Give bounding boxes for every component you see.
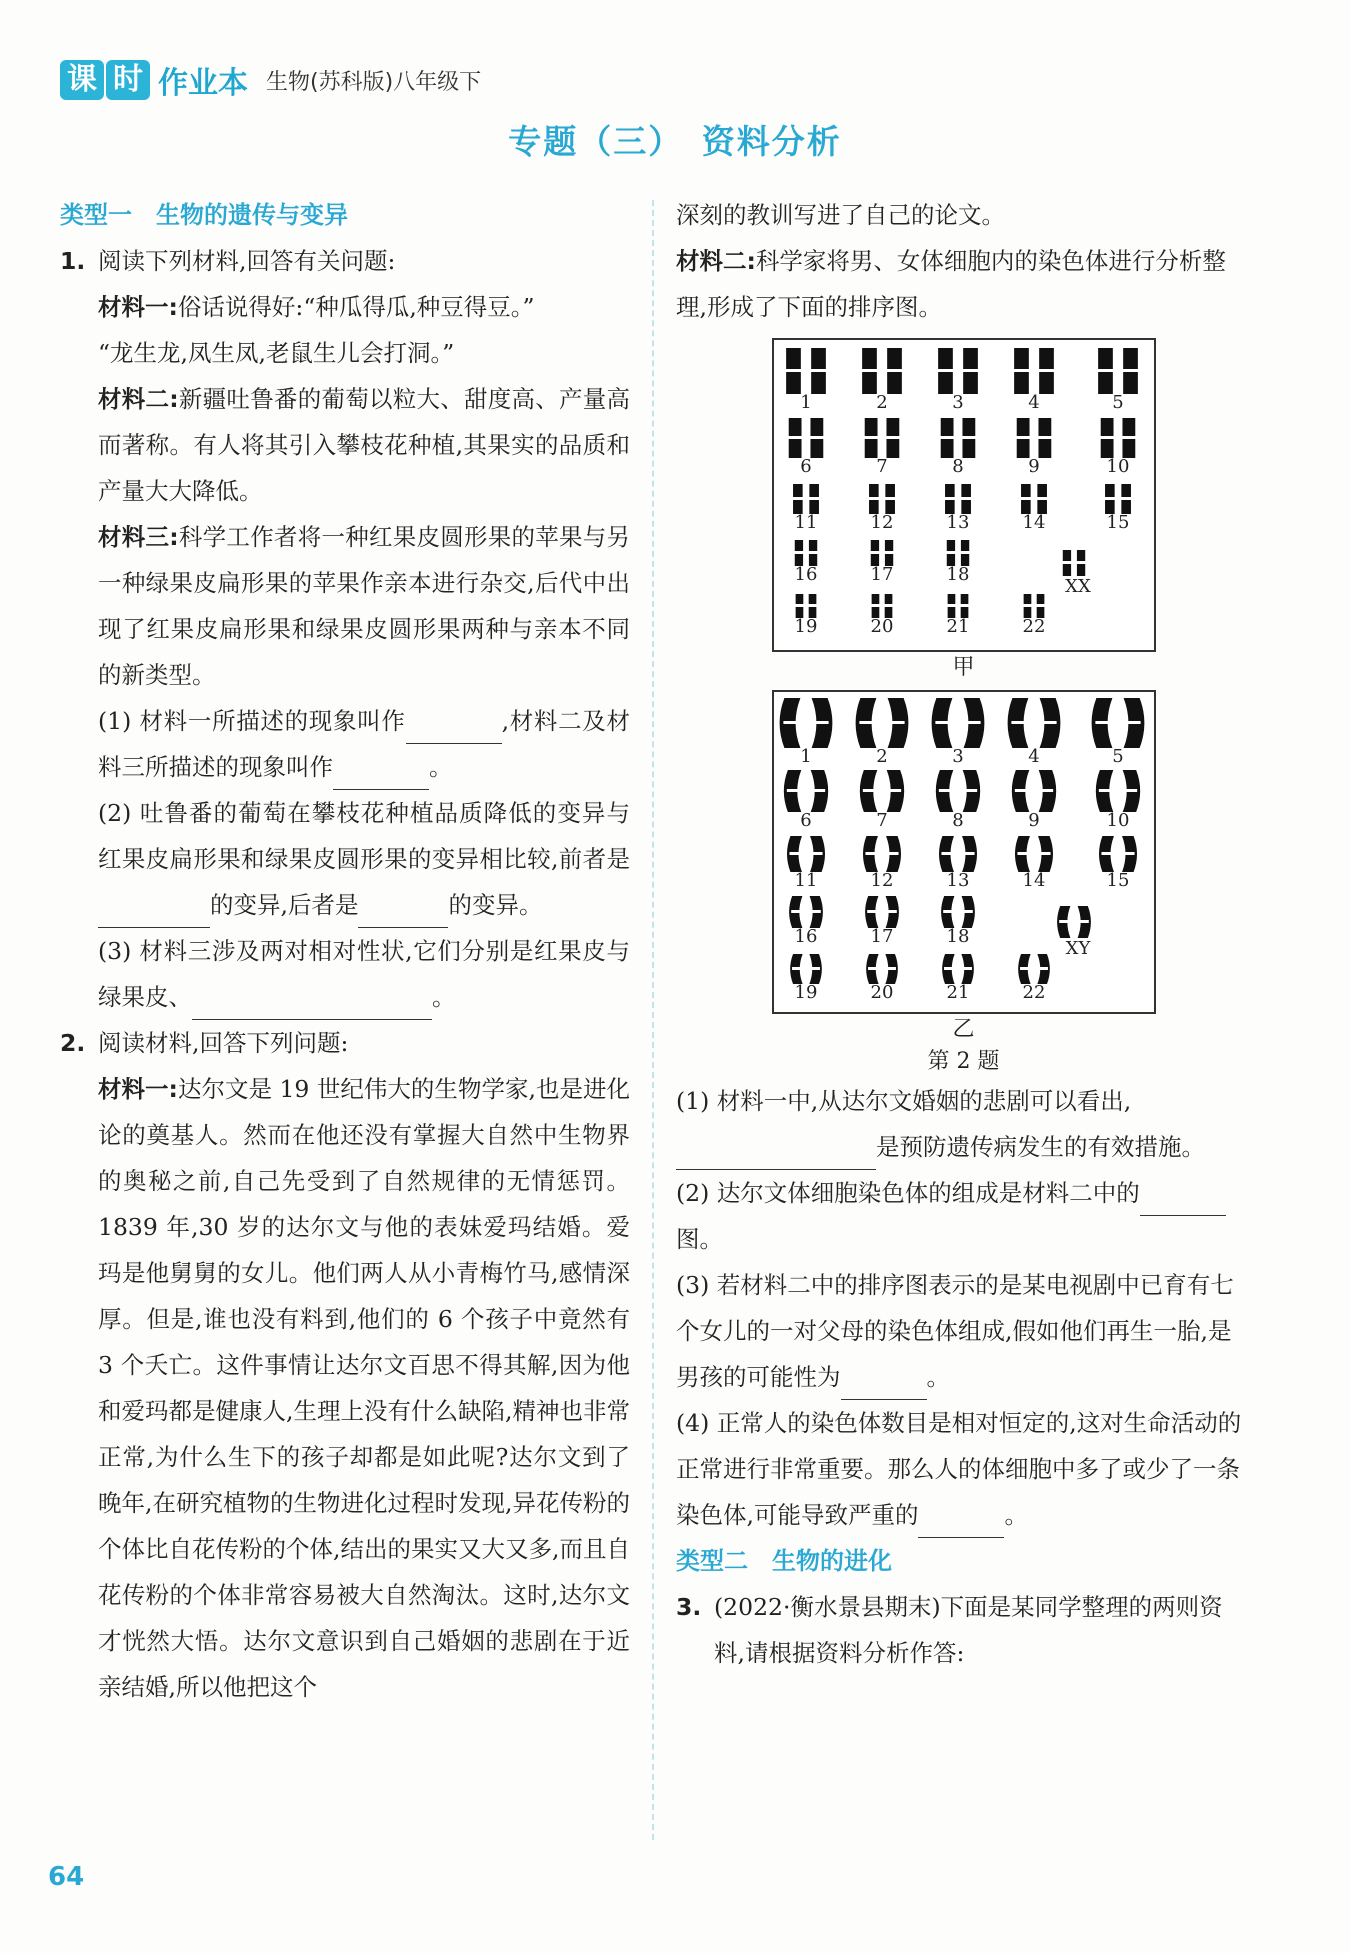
centromere-band xyxy=(870,604,880,607)
chromosome-pair xyxy=(870,594,893,618)
material-2 xyxy=(60,376,630,514)
chromosome-label: 10 xyxy=(1106,456,1129,477)
material-label: 材料一: xyxy=(98,293,178,321)
centromere-band xyxy=(809,789,824,792)
chromosome-pair xyxy=(785,348,827,394)
chromosome-label: 7 xyxy=(875,810,888,831)
centromere-band xyxy=(868,967,880,970)
material-text: 俗话说得好:“种瓜得瓜,种豆得豆。” xyxy=(177,293,535,321)
centromere-band xyxy=(808,497,820,500)
centromere-band xyxy=(1121,789,1136,792)
centromere-band xyxy=(1059,920,1071,923)
centromere-band xyxy=(1099,436,1114,439)
centromere-band xyxy=(862,789,877,792)
chromosome-pair xyxy=(1014,836,1052,872)
centromere-band xyxy=(1038,721,1056,724)
chromosome-label: 4 xyxy=(1027,746,1040,767)
centromere-band xyxy=(885,852,899,855)
material-label: 材料三: xyxy=(98,523,179,551)
answer-blank[interactable] xyxy=(98,897,210,928)
sub-question-text: (2) 吐鲁番的葡萄在攀枝花种植品质降低的变异与红果皮扁形果和绿果皮圆形果的变异相比较,前者是 xyxy=(98,799,630,873)
chromosome-pair xyxy=(1018,954,1050,984)
chromosome-label: 4 xyxy=(1027,392,1040,413)
chromosome-pair xyxy=(1011,770,1055,812)
question-text: (2022·衡水景县期末)下面是某同学整理的两则资料,请根据资料分析作答: xyxy=(714,1593,1223,1667)
chromosome-pair xyxy=(1095,770,1139,812)
centromere-band xyxy=(869,551,879,554)
sub-question-2 xyxy=(60,790,630,928)
chromosome-pair xyxy=(937,348,979,394)
centromere-band xyxy=(787,436,802,439)
centromere-band xyxy=(939,436,954,439)
chromosome-label: 19 xyxy=(794,982,817,1003)
centromere-band xyxy=(807,604,817,607)
centromere-band xyxy=(941,852,955,855)
sub-question-text: 图。 xyxy=(676,1225,723,1253)
chromosome-pair xyxy=(939,418,976,458)
centromere-band xyxy=(789,852,803,855)
sub-question-text: (1) 材料一所描述的现象叫作 xyxy=(98,707,406,735)
centromere-band xyxy=(1104,497,1116,500)
centromere-band xyxy=(1014,789,1029,792)
logo-char: 课 xyxy=(60,60,104,100)
book-logo xyxy=(60,60,152,100)
chromosome-label: 12 xyxy=(870,512,893,533)
chromosome-label: 1 xyxy=(799,392,812,413)
chromosome-pair xyxy=(1091,698,1144,748)
material-label: 材料一: xyxy=(98,1075,178,1103)
karyotype-figure xyxy=(676,338,1251,1078)
sub-question-text: 的变异。 xyxy=(448,891,543,919)
karyotype-yi-image xyxy=(774,692,1154,1012)
chromosome-label: 22 xyxy=(1022,982,1045,1003)
centromere-band xyxy=(938,789,953,792)
centromere-band xyxy=(884,497,896,500)
centromere-band xyxy=(1036,497,1048,500)
chromosome-label: 3 xyxy=(951,746,964,767)
chromosome-label: 20 xyxy=(870,982,893,1003)
material-label: 材料二: xyxy=(98,385,179,413)
centromere-band xyxy=(960,497,972,500)
material-text: 新疆吐鲁番的葡萄以粒大、甜度高、产量高而著称。有人将其引入攀枝花种植,其果实的品质和产量大大降低。 xyxy=(98,385,631,505)
centromere-band xyxy=(1015,436,1030,439)
sub-question-text: (4) 正常人的染色体数目是相对恒定的,这对生命活动的正常进行非常重要。那么人的体细胞中多了或少了一条染色体,可能导致严重的 xyxy=(676,1409,1242,1529)
chromosome-pair xyxy=(1104,484,1132,514)
chromosome-label: 14 xyxy=(1022,512,1045,533)
logo-char: 时 xyxy=(106,60,150,100)
chromosome-label: 22 xyxy=(1022,616,1045,637)
question-text: 阅读材料,回答下列问题: xyxy=(98,1029,349,1057)
chromosome-label: 19 xyxy=(794,616,817,637)
centromere-band xyxy=(786,789,801,792)
chromosome-pair xyxy=(787,418,824,458)
answer-blank[interactable] xyxy=(192,989,432,1020)
centromere-band xyxy=(886,721,904,724)
chromosome-pair xyxy=(859,770,903,812)
chromosome-label: 21 xyxy=(946,616,969,637)
logo-text: 作业本 xyxy=(158,66,248,101)
chromosome-label: 15 xyxy=(1106,870,1129,891)
sub-question-text: 。 xyxy=(1004,1501,1028,1529)
chromosome-label: 5 xyxy=(1111,746,1124,767)
chromosome-label: 15 xyxy=(1106,512,1129,533)
centromere-band xyxy=(1076,920,1088,923)
chromosome-pair xyxy=(1013,348,1055,394)
chromosome-pair xyxy=(783,770,827,812)
sub-question-4 xyxy=(676,1400,1251,1538)
centromere-band xyxy=(1097,369,1114,372)
chromosome-label: 9 xyxy=(1027,810,1040,831)
sub-question-text: (3) 材料三涉及两对相对性状,它们分别是红果皮与绿果皮、 xyxy=(98,937,630,1011)
sub-question-text: 。 xyxy=(432,983,456,1011)
sub-question-text: ,材料二及材料三所描述的现象叫作 xyxy=(98,707,630,781)
answer-blank[interactable] xyxy=(841,1369,927,1400)
chromosome-pair xyxy=(869,540,893,566)
centromere-band xyxy=(1020,967,1032,970)
material-text: 达尔文是 19 世纪伟大的生物学家,也是进化论的奠基人。然而在他还没有掌握大自然中生物界的奥秘之前,自己先受到了自然规律的无情惩罚。1839 年,30 岁的达尔文与他的表妹爱玛结婚。爱玛是他舅舅的女儿。他们两人从小青梅竹马,感情深厚。但是,谁也没有料到,他们的 6 个孩子中竟然有 3 个夭亡。这件事情让达尔文百思不得其解,因为他和爱玛都是健康人,生理上没有什么缺陷,精神也非常正常,为什么生下的孩子却都是如此呢?达尔文到了晚年,在研究植物的生物进化过程时发现,异花传粉的个体比自花传粉的个体,结出的果实又大又多,而且自花传粉的个体非常容易被大自然淘汰。这时,达尔文才恍然大悟。达尔文意识到自己婚姻的悲剧在于近亲结婚,所以他把这个 xyxy=(98,1075,630,1701)
chromosome-label: 6 xyxy=(799,456,812,477)
chromosome-pair xyxy=(789,896,823,928)
centromere-band xyxy=(1061,561,1071,564)
centromere-band xyxy=(1121,852,1135,855)
figure-caption: 第 2 题 xyxy=(927,1049,1000,1074)
chromosome-pair xyxy=(942,954,974,984)
chromosome-label: 16 xyxy=(794,564,817,585)
material-label: 材料二: xyxy=(676,247,756,275)
centromere-band xyxy=(937,369,954,372)
centromere-band xyxy=(960,967,972,970)
chromosome-label: 3 xyxy=(951,392,964,413)
section-heading: 类型二 生物的进化 xyxy=(676,1547,892,1575)
centromere-band xyxy=(792,967,804,970)
centromere-band xyxy=(1036,967,1048,970)
chromosome-label: 13 xyxy=(946,512,969,533)
chromosome-label: 9 xyxy=(1027,456,1040,477)
centromere-band xyxy=(867,910,879,913)
chromosome-label: 20 xyxy=(870,616,893,637)
sub-question-text: (1) 材料一中,从达尔文婚姻的悲剧可以看出, xyxy=(676,1087,1132,1115)
question-3-title xyxy=(676,1584,1251,1676)
chromosome-pair xyxy=(1015,418,1052,458)
centromere-band xyxy=(1122,369,1139,372)
page-number: 64 xyxy=(48,1862,85,1892)
material-1 xyxy=(60,1066,630,1710)
centromere-band xyxy=(783,721,801,724)
centromere-band xyxy=(959,604,969,607)
chromosome-pair xyxy=(946,594,969,618)
chromosome-label: 18 xyxy=(946,564,969,585)
chromosome-pair xyxy=(862,836,900,872)
centromere-band xyxy=(1020,497,1032,500)
centromere-band xyxy=(791,910,803,913)
book-subtitle: 生物(苏科版)八年级下 xyxy=(266,69,482,95)
sub-question-2 xyxy=(676,1170,1251,1262)
centromere-band xyxy=(868,497,880,500)
karyotype-yi xyxy=(772,690,1156,1014)
material-text: 科学家将男、女体细胞内的染色体进行分析整理,形成了下面的排序图。 xyxy=(676,247,1226,321)
section-heading: 类型一 生物的遗传与变异 xyxy=(60,201,348,229)
chromosome-label: 11 xyxy=(794,512,817,533)
chromosome-label: 6 xyxy=(799,810,812,831)
centromere-band xyxy=(865,852,879,855)
chromosome-pair xyxy=(792,484,820,514)
chromosome-label: 10 xyxy=(1106,810,1129,831)
chromosome-pair xyxy=(1007,698,1060,748)
chromosome-pair xyxy=(868,484,896,514)
chromosome-pair xyxy=(793,540,817,566)
material-1 xyxy=(60,284,630,376)
centromere-band xyxy=(961,852,975,855)
centromere-band xyxy=(944,497,956,500)
centromere-band xyxy=(809,852,823,855)
karyotype-caption: 甲 xyxy=(952,655,975,680)
left-column xyxy=(60,192,630,1710)
chromosome-pair xyxy=(1099,418,1136,458)
centromere-band xyxy=(808,910,820,913)
centromere-band xyxy=(1038,369,1055,372)
continued-text: 深刻的教训写进了自己的论文。 xyxy=(676,201,1005,229)
chromosome-pair xyxy=(1022,594,1045,618)
chromosome-label: 8 xyxy=(951,810,964,831)
centromere-band xyxy=(884,967,896,970)
topic-title: 专题（三） 资料分析 xyxy=(508,122,842,161)
centromere-band xyxy=(1017,852,1031,855)
centromere-band xyxy=(863,436,878,439)
centromere-band xyxy=(1120,497,1132,500)
sub-question-3 xyxy=(676,1262,1251,1400)
right-column xyxy=(676,192,1251,1676)
chromosome-pair xyxy=(941,896,975,928)
chromosome-label: 12 xyxy=(870,870,893,891)
chromosome-label: 14 xyxy=(1022,870,1045,891)
material-3 xyxy=(60,514,630,698)
sub-question-text: 。 xyxy=(429,753,453,781)
column-divider xyxy=(652,200,654,1840)
sub-question-1 xyxy=(60,698,630,790)
chromosome-pair xyxy=(944,484,972,514)
chromosome-pair xyxy=(1061,550,1085,576)
centromere-band xyxy=(785,369,802,372)
chromosome-label: XY xyxy=(1065,938,1090,959)
chromosome-label: 17 xyxy=(870,564,893,585)
chromosome-label: 17 xyxy=(870,926,893,947)
chromosome-pair xyxy=(931,698,984,748)
chromosome-label: 7 xyxy=(875,456,888,477)
centromere-band xyxy=(859,721,877,724)
centromere-band xyxy=(810,721,828,724)
sub-question-3 xyxy=(60,928,630,1020)
centromere-band xyxy=(1037,436,1052,439)
chromosome-label: 16 xyxy=(794,926,817,947)
centromere-band xyxy=(792,497,804,500)
chromosome-pair xyxy=(866,954,898,984)
centromere-band xyxy=(884,910,896,913)
centromere-band xyxy=(944,967,956,970)
chromosome-pair xyxy=(786,836,824,872)
material-text: “龙生龙,凤生凤,老鼠生儿会打洞。” xyxy=(98,339,455,367)
question-number: 1. xyxy=(60,247,86,275)
chromosome-label: 11 xyxy=(794,870,817,891)
material-text: 科学工作者将一种红果皮圆形果的苹果与另一种绿果皮扁形果的苹果作亲本进行杂交,后代中出现了红果皮扁形果和绿果皮圆形果两种与亲本不同的新类型。 xyxy=(98,523,631,689)
question-text: 阅读下列材料,回答有关问题: xyxy=(98,247,396,275)
answer-blank[interactable] xyxy=(1140,1185,1226,1216)
answer-blank[interactable] xyxy=(676,1139,876,1170)
chromosome-label: 5 xyxy=(1111,392,1124,413)
sub-question-text: 的变异,后者是 xyxy=(210,891,359,919)
centromere-band xyxy=(962,721,980,724)
centromere-band xyxy=(1013,369,1030,372)
centromere-band xyxy=(1011,721,1029,724)
centromere-band xyxy=(1037,789,1052,792)
chromosome-pair xyxy=(1020,484,1048,514)
centromere-band xyxy=(886,369,903,372)
answer-blank[interactable] xyxy=(918,1507,1004,1538)
karyotype-jia-image xyxy=(774,340,1154,650)
material-2 xyxy=(676,238,1251,330)
centromere-band xyxy=(1098,789,1113,792)
centromere-band xyxy=(1101,852,1115,855)
sub-question-text: 。 xyxy=(926,1363,950,1391)
centromere-band xyxy=(794,604,804,607)
question-number: 2. xyxy=(60,1029,86,1057)
chromosome-label: 18 xyxy=(946,926,969,947)
centromere-band xyxy=(943,910,955,913)
chromosome-pair xyxy=(945,540,969,566)
karyotype-caption: 乙 xyxy=(952,1017,975,1042)
sub-question-1 xyxy=(676,1078,1251,1170)
centromere-band xyxy=(861,369,878,372)
chromosome-label: 2 xyxy=(875,392,888,413)
centromere-band xyxy=(959,551,969,554)
book-header xyxy=(60,58,481,102)
answer-blank[interactable] xyxy=(358,897,448,928)
chromosome-label: 1 xyxy=(799,746,812,767)
chromosome-pair xyxy=(855,698,908,748)
sub-question-text: 是预防遗传病发生的有效措施。 xyxy=(876,1133,1205,1161)
chromosome-pair xyxy=(863,418,900,458)
chromosome-pair xyxy=(1057,906,1091,938)
sub-question-text: (3) 若材料二中的排序图表示的是某电视剧中已育有七个女儿的一对父母的染色体组成,假如他们再生一胎,是男孩的可能性为 xyxy=(676,1271,1234,1391)
centromere-band xyxy=(935,721,953,724)
centromere-band xyxy=(960,910,972,913)
centromere-band xyxy=(883,604,893,607)
chromosome-pair xyxy=(938,836,976,872)
chromosome-pair xyxy=(1098,836,1136,872)
centromere-band xyxy=(946,604,956,607)
question-1-title xyxy=(60,238,630,284)
centromere-band xyxy=(1037,852,1051,855)
answer-blank[interactable] xyxy=(406,713,502,744)
chromosome-pair xyxy=(779,698,832,748)
centromere-band xyxy=(1035,604,1045,607)
centromere-band xyxy=(883,551,893,554)
centromere-band xyxy=(885,436,900,439)
chromosome-label: 13 xyxy=(946,870,969,891)
karyotype-jia xyxy=(772,338,1156,652)
question-number: 3. xyxy=(676,1593,702,1621)
centromere-band xyxy=(1022,604,1032,607)
centromere-band xyxy=(1075,561,1085,564)
centromere-band xyxy=(810,369,827,372)
centromere-band xyxy=(961,789,976,792)
chromosome-label: 8 xyxy=(951,456,964,477)
centromere-band xyxy=(808,967,820,970)
centromere-band xyxy=(1121,436,1136,439)
chromosome-label: 21 xyxy=(946,982,969,1003)
chromosome-pair xyxy=(1097,348,1139,394)
sub-question-text: (2) 达尔文体细胞染色体的组成是材料二中的 xyxy=(676,1179,1140,1207)
answer-blank[interactable] xyxy=(333,759,429,790)
chromosome-pair xyxy=(865,896,899,928)
centromere-band xyxy=(1095,721,1113,724)
chromosome-pair xyxy=(790,954,822,984)
centromere-band xyxy=(793,551,803,554)
question-2-title xyxy=(60,1020,630,1066)
centromere-band xyxy=(807,551,817,554)
centromere-band xyxy=(945,551,955,554)
centromere-band xyxy=(809,436,824,439)
chromosome-label: XX xyxy=(1064,576,1091,597)
centromere-band xyxy=(1122,721,1140,724)
centromere-band xyxy=(962,369,979,372)
chromosome-label: 2 xyxy=(875,746,888,767)
chromosome-pair xyxy=(935,770,979,812)
centromere-band xyxy=(885,789,900,792)
centromere-band xyxy=(961,436,976,439)
chromosome-pair xyxy=(861,348,903,394)
chromosome-pair xyxy=(794,594,817,618)
